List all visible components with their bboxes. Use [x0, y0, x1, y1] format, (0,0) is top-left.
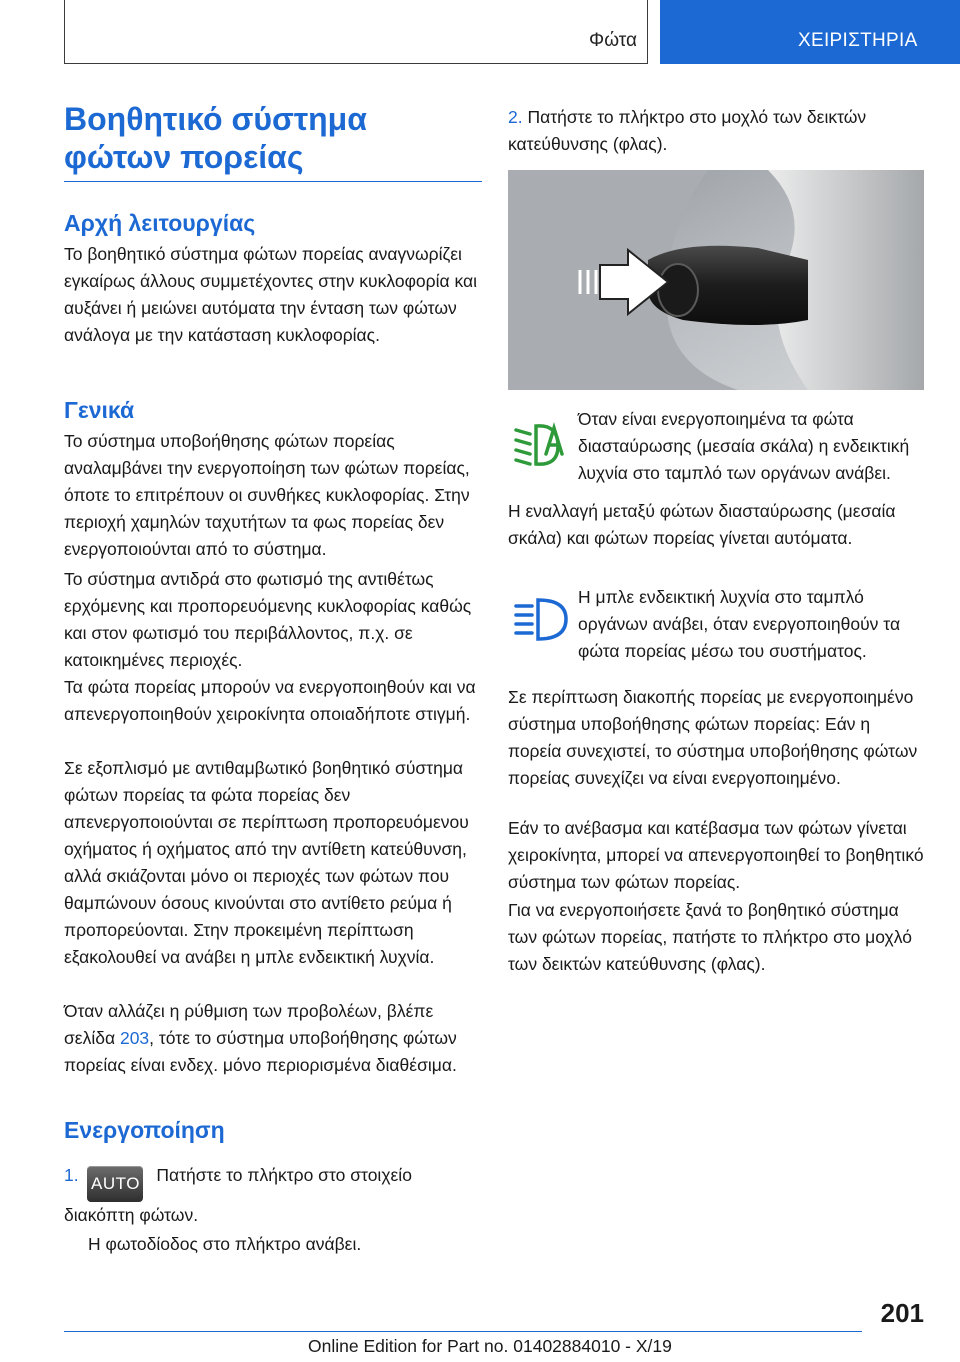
auto-button-icon: AUTO	[87, 1166, 143, 1202]
general-p2: Το σύστημα αντιδρά στο φωτισμό της αντιθέτως ερχόμενης και προπορευόμενης κυκλοφορίας καθώς και στον φωτισμό του περιβάλλοντος, π.χ. σε κατοικημένες περιοχές.	[64, 569, 472, 670]
page-link-203[interactable]: 203	[119, 1028, 150, 1048]
page-number: 201	[880, 1298, 924, 1328]
title-divider	[64, 181, 482, 182]
step-2-text: Πατήστε το πλήκτρο στο μοχλό των δεικτών κατεύθυνσης (φλας).	[508, 107, 867, 154]
blue-indicator-text: Η μπλε ενδεικτική λυχνία στο ταμπλό οργάνων ανάβει, όταν ενεργοποιηθούν τα φώτα πορείας μέσω του συστήματος.	[578, 587, 901, 661]
low-beam-auto-indicator-icon	[512, 418, 570, 468]
switching-text: Η εναλλαγή μεταξύ φώτων διασταύρωσης (μεσαία σκάλα) και φώτων πορείας γίνεται αυτόματα.	[508, 501, 896, 548]
header-chapter-box	[64, 0, 648, 64]
section-tab[interactable]: ΧΕΙΡΙΣΤΗΡΙΑ	[660, 0, 960, 64]
general-p5-after: , τότε το σύστημα υποβοήθησης φώτων πορείας είναι ενδεχ. μόνο περιορισμένα διαθέσιμα.	[64, 1028, 457, 1075]
heading-principle: Αρχή λειτουργίας	[64, 210, 256, 236]
heading-general: Γενικά	[64, 397, 135, 423]
general-p4: Σε εξοπλισμό με αντιθαμβωτικό βοηθητικό σύστημα φώτων πορείας τα φώτα πορείας δεν απενεργοποιούνται σε περίπτωση προπορευόμενου οχήματος ή οχήματος από την αντίθετη κατεύθυνση, αλλά σκιάζονται μόνο οι περιοχές των φώτων που θαμπώνουν όσους κινούνται στο αντίθετο ρεύμα ή προπορεύονται. Στην προκειμένη περίπτωση εξακολουθεί να ανάβει η μπλε ενδεικτική λυχνία.	[64, 758, 469, 967]
green-indicator-text: Όταν είναι ενεργοποιημένα τα φώτα διασταύρωσης (μεσαία σκάλα) η ενδεικτική λυχνία στο ταμπλό των οργάνων ανάβει.	[578, 409, 910, 483]
general-p1: Το σύστημα υποβοήθησης φώτων πορείας αναλαμβάνει την ενεργοποίηση των φώτων πορείας, όποτε το επιτρέπουν οι συνθήκες κυκλοφορίας. Στην περιοχή χαμηλών ταχυτήτων τα φως πορείας δεν ενεργοποιούνται από το σύστημα.	[64, 431, 470, 559]
manual-switch-text: Εάν το ανέβασμα και κατέβασμα των φώτων γίνεται χειροκίνητα, μπορεί να απενεργοποιηθεί το βοηθητικό σύστημα των φώτων πορείας.	[508, 818, 924, 892]
stalk-photo	[508, 170, 924, 390]
header-chapter: Φώτα	[589, 30, 637, 51]
step-1-number: 1.	[64, 1165, 79, 1185]
general-p5	[64, 998, 482, 1079]
high-beam-auto-indicator-icon	[512, 596, 570, 646]
stalk-photo-svg	[508, 170, 924, 390]
step-1-note: Η φωτοδίοδος στο πλήκτρο ανάβει.	[88, 1234, 362, 1254]
principle-text: Το βοηθητικό σύστημα φώτων πορείας αναγνωρίζει εγκαίρως άλλους συμμετέχοντες στην κυκλοφορία και αυξάνει ή μειώνει αυτόματα την ένταση των φώτων ανάλογα με την κατάσταση κυκλοφορίας.	[64, 244, 478, 345]
step-1-text: Πατήστε το πλήκτρο στο στοιχείο διακόπτη φώτων.	[64, 1165, 412, 1225]
general-p5-before: Όταν αλλάζει η ρύθμιση των προβολέων, βλέπε σελίδα	[64, 1001, 434, 1048]
footer-divider	[64, 1331, 862, 1332]
general-p3: Τα φώτα πορείας μπορούν να ενεργοποιηθούν και να απενεργοποιηθούν χειροκίνητα οποιαδήποτε στιγμή.	[64, 677, 476, 724]
heading-activation: Ενεργοποίηση	[64, 1117, 225, 1143]
step-2	[508, 104, 924, 158]
interruption-text: Σε περίπτωση διακοπής πορείας με ενεργοποιημένο σύστημα υποβοήθησης φώτων πορείας: Εάν η πορεία συνεχιστεί, το σύστημα υποβοήθησης φώτων πορείας συνεχίζει να είναι ενεργοποιημένο.	[508, 687, 918, 788]
page-title: Βοηθητικό σύστημα φώτων πορείας	[64, 101, 367, 175]
step-2-number: 2.	[508, 107, 523, 127]
step-1	[64, 1162, 482, 1229]
footer-edition: Online Edition for Part no. 01402884010 - X/19	[308, 1336, 672, 1356]
reactivate-text: Για να ενεργοποιήσετε ξανά το βοηθητικό σύστημα των φώτων πορείας, πατήστε το πλήκτρο στο μοχλό των δεικτών κατεύθυνσης (φλας).	[508, 900, 912, 974]
